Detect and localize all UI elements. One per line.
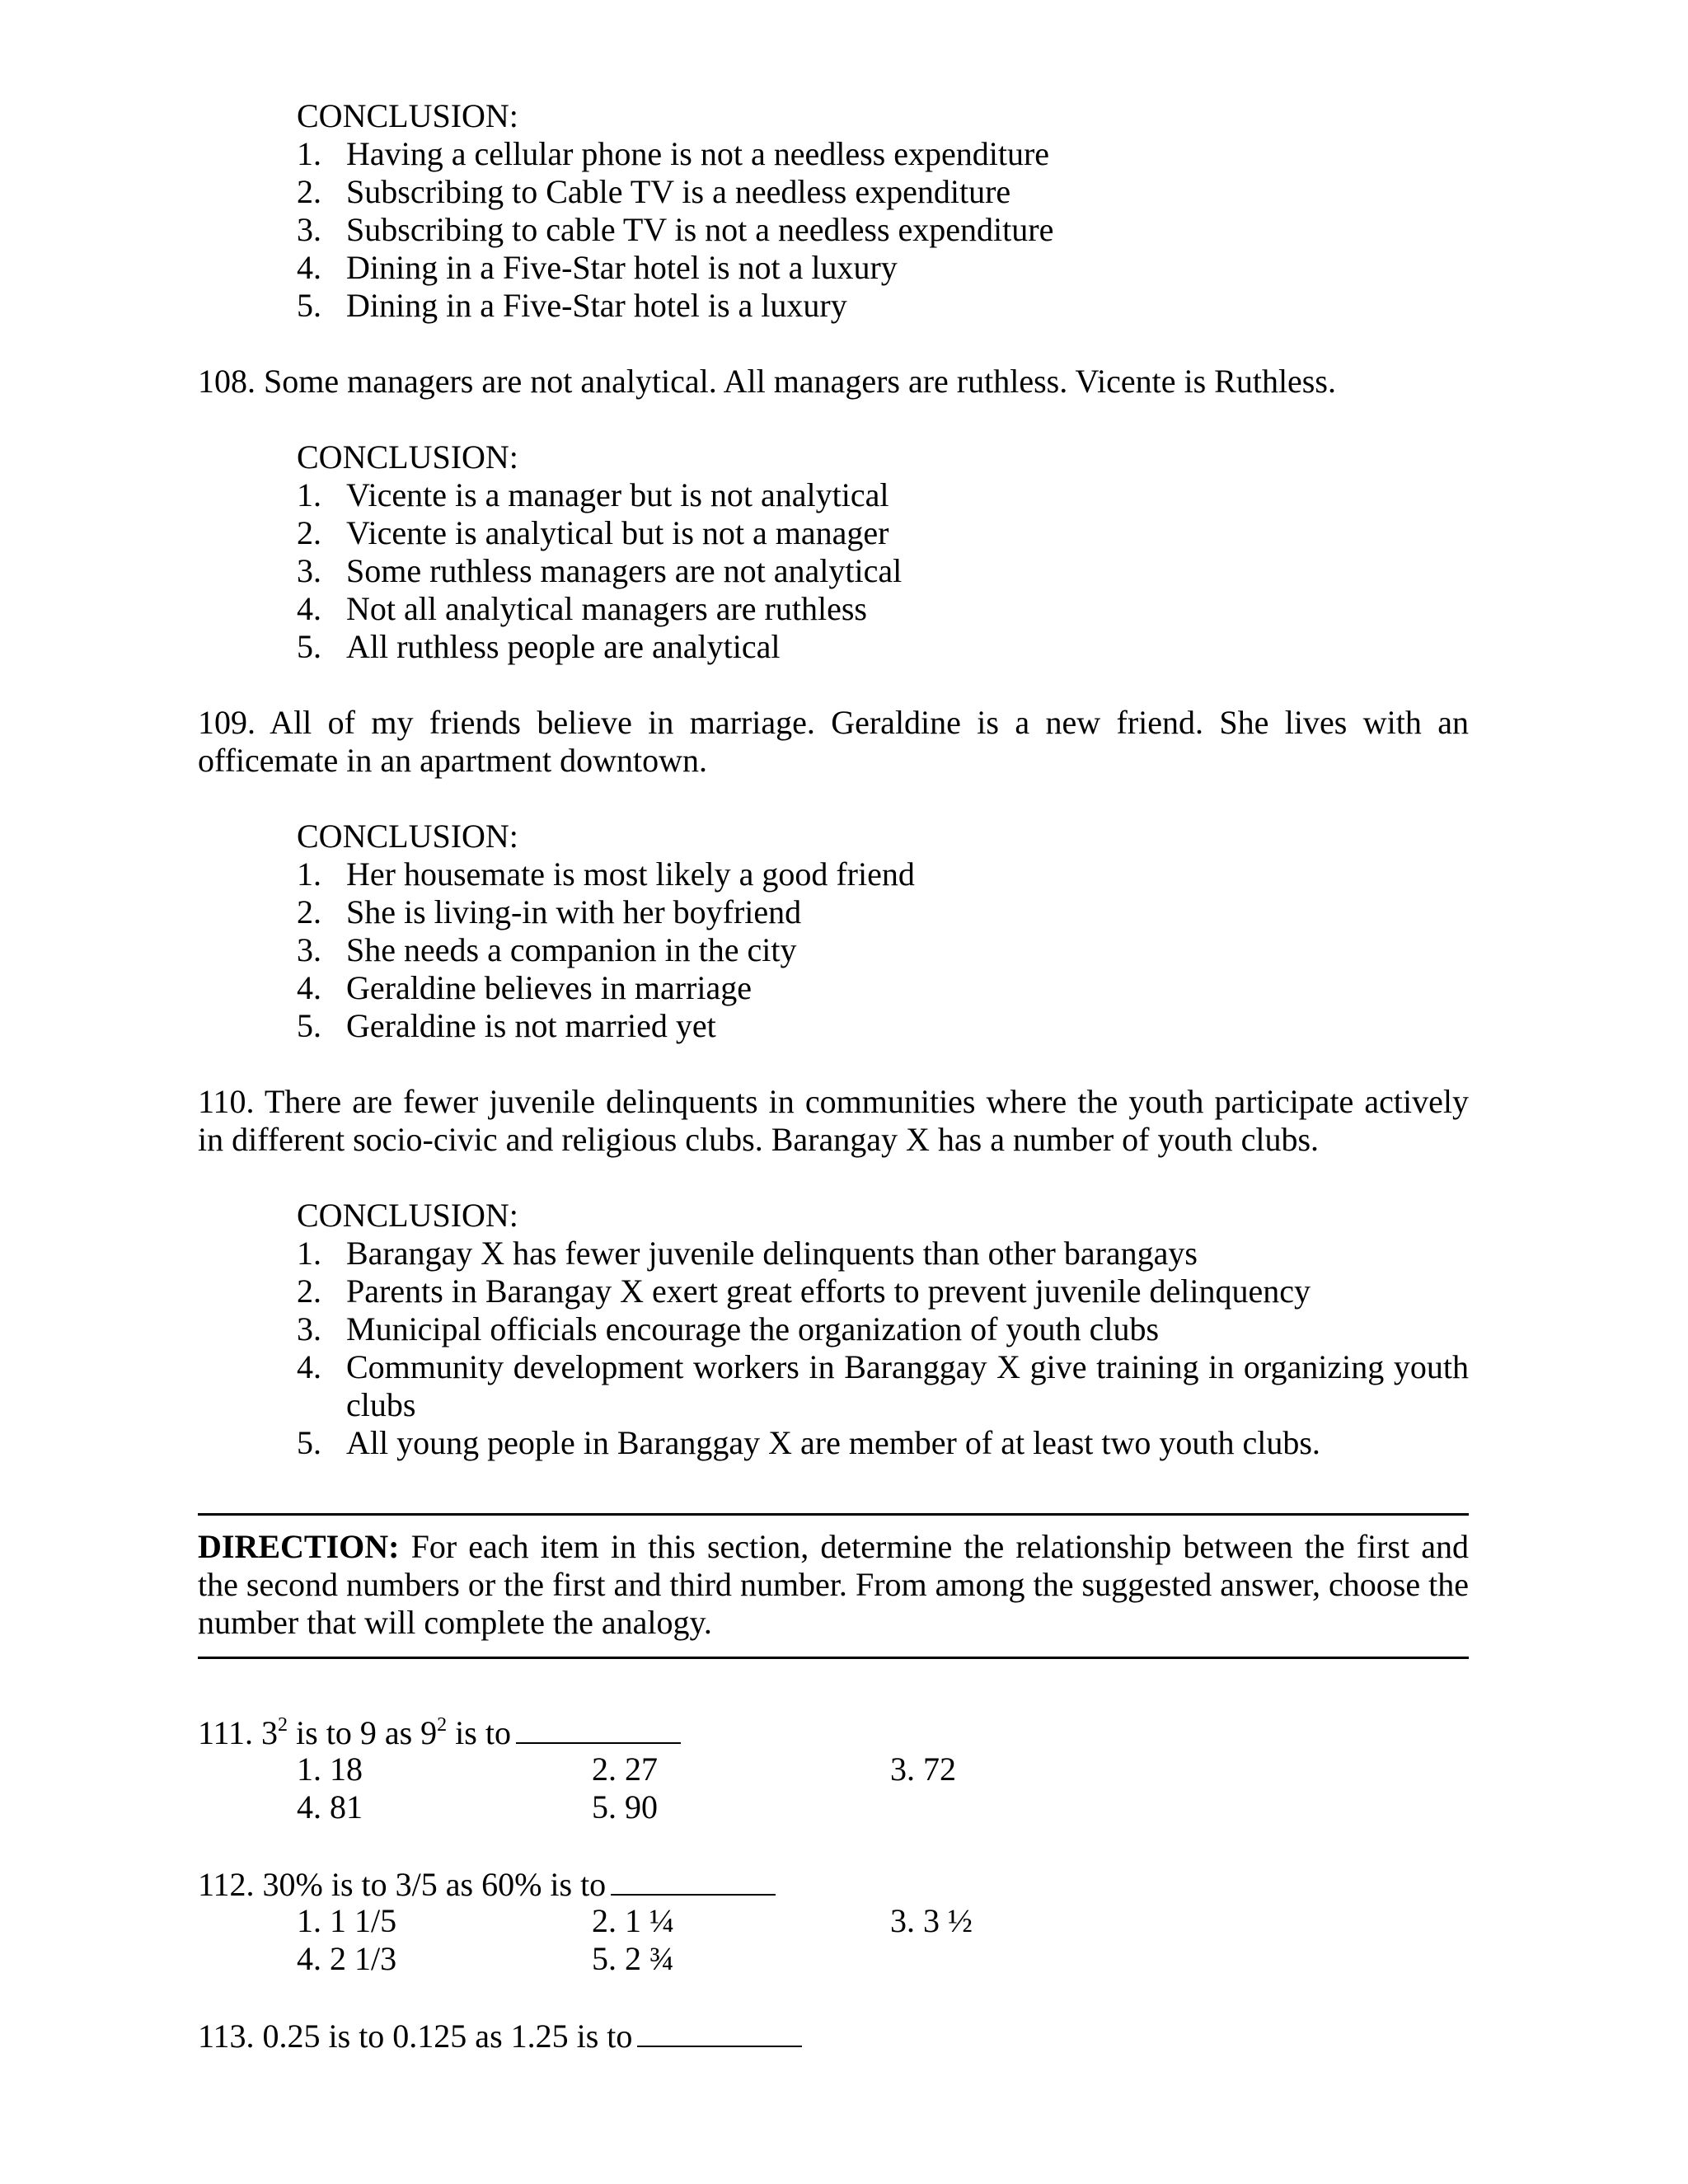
conclusion-label-108: CONCLUSION: — [297, 438, 518, 476]
q111-choice-5: 5. 90 — [592, 1788, 658, 1825]
option-number: 3. — [297, 931, 321, 968]
list-item — [297, 552, 1469, 590]
direction-label: DIRECTION: — [198, 1528, 400, 1565]
conclusion-list-108 — [297, 476, 1469, 666]
q111-middle: is to 9 as 9 — [288, 1714, 438, 1751]
option-number: 2. — [297, 893, 321, 930]
list-item — [297, 628, 1469, 666]
q111-choice-3: 3. 72 — [890, 1750, 956, 1788]
list-item — [297, 287, 1469, 325]
option-number: 3. — [297, 211, 321, 248]
conclusion-label-107: CONCLUSION: — [297, 97, 518, 134]
q111-exponent-2: 2 — [437, 1714, 448, 1736]
option-number: 4. — [297, 590, 321, 627]
option-number: 3. — [297, 552, 321, 589]
option-text: Some ruthless managers are not analytical — [346, 552, 903, 589]
q111-suffix: is to — [447, 1714, 511, 1751]
list-item — [297, 1272, 1469, 1310]
direction-block — [198, 1528, 1469, 1642]
option-text: Subscribing to cable TV is not a needless expenditure — [346, 211, 1054, 248]
list-item — [297, 1424, 1469, 1462]
q112-choice-2: 2. 1 ¼ — [592, 1902, 674, 1939]
list-item — [297, 135, 1469, 173]
option-text: All ruthless people are analytical — [346, 628, 781, 665]
list-item — [297, 1007, 1469, 1045]
q111-exponent-1: 2 — [278, 1714, 288, 1736]
top-rule — [198, 1513, 1469, 1516]
option-number: 1. — [297, 1235, 321, 1272]
list-item — [297, 931, 1469, 969]
option-text: Dining in a Five-Star hotel is not a luxury — [346, 249, 898, 286]
option-text: Geraldine believes in marriage — [346, 969, 752, 1006]
list-item — [297, 893, 1469, 931]
list-item — [297, 1235, 1469, 1272]
list-item — [297, 514, 1469, 552]
option-number: 1. — [297, 855, 321, 893]
list-item — [297, 1348, 1469, 1424]
option-text: Parents in Barangay X exert great efforts to prevent juvenile delinquency — [346, 1272, 1311, 1310]
list-item — [297, 855, 1469, 893]
option-text: Geraldine is not married yet — [346, 1007, 716, 1044]
option-number: 2. — [297, 173, 321, 210]
option-number: 5. — [297, 628, 321, 665]
conclusion-list-107 — [297, 135, 1469, 325]
answer-blank-113 — [637, 2016, 802, 2047]
option-text: She needs a companion in the city — [346, 931, 797, 968]
option-number: 5. — [297, 1424, 321, 1461]
option-text: Having a cellular phone is not a needless expenditure — [346, 135, 1050, 172]
question-110-text: 110. There are fewer juvenile delinquents in communities where the youth participate actively in different socio-civic and religious clubs. Barangay X has a number of youth clubs. — [198, 1083, 1469, 1158]
option-number: 3. — [297, 1310, 321, 1347]
option-text: All young people in Baranggay X are member of at least two youth clubs. — [346, 1424, 1320, 1461]
conclusion-label-109: CONCLUSION: — [297, 818, 518, 855]
option-text: Vicente is analytical but is not a manager — [346, 514, 889, 551]
option-text: Subscribing to Cable TV is a needless expenditure — [346, 173, 1011, 210]
option-number: 4. — [297, 969, 321, 1006]
list-item — [297, 590, 1469, 628]
option-number: 4. — [297, 1348, 321, 1385]
option-text: Community development workers in Baranggay X give training in organizing youth clubs — [346, 1348, 1469, 1423]
list-item — [297, 1310, 1469, 1348]
q111-choice-2: 2. 27 — [592, 1750, 658, 1788]
option-text: Dining in a Five-Star hotel is a luxury — [346, 287, 847, 324]
list-item — [297, 173, 1469, 211]
list-item — [297, 249, 1469, 287]
option-number: 5. — [297, 287, 321, 324]
q112-stem-text: 112. 30% is to 3/5 as 60% is to — [198, 1866, 607, 1903]
question-113-stem — [198, 2016, 802, 2055]
question-108-text: 108. Some managers are not analytical. All managers are ruthless. Vicente is Ruthless. — [198, 363, 1336, 400]
answer-blank-112 — [611, 1864, 776, 1896]
list-item — [297, 969, 1469, 1007]
option-text: Vicente is a manager but is not analytical — [346, 476, 889, 513]
answer-blank-111 — [516, 1713, 681, 1744]
list-item — [297, 476, 1469, 514]
q112-choice-4: 4. 2 1/3 — [297, 1940, 397, 1977]
q112-choice-3: 3. 3 ½ — [890, 1902, 973, 1939]
option-number: 5. — [297, 1007, 321, 1044]
question-111-stem — [198, 1713, 681, 1752]
question-109-text: 109. All of my friends believe in marriage. Geraldine is a new friend. She lives with an officemate in an apartment downtown. — [198, 704, 1469, 779]
q112-choice-1: 1. 1 1/5 — [297, 1902, 397, 1939]
option-text: She is living-in with her boyfriend — [346, 893, 802, 930]
conclusion-list-110 — [297, 1235, 1469, 1462]
option-number: 2. — [297, 1272, 321, 1310]
q111-choice-1: 1. 18 — [297, 1750, 363, 1788]
question-112-stem — [198, 1864, 776, 1904]
conclusion-list-109 — [297, 855, 1469, 1045]
list-item — [297, 211, 1469, 249]
option-number: 1. — [297, 476, 321, 513]
option-text: Not all analytical managers are ruthless — [346, 590, 867, 627]
option-text: Her housemate is most likely a good friend — [346, 855, 915, 893]
direction-text: For each item in this section, determine the relationship between the first and the second numbers or the first and third number. From among the suggested answer, choose the number that will complete the analogy. — [198, 1528, 1469, 1641]
option-text: Municipal officials encourage the organization of youth clubs — [346, 1310, 1160, 1347]
q112-choice-5: 5. 2 ¾ — [592, 1940, 674, 1977]
q111-prefix: 111. 3 — [198, 1714, 279, 1751]
option-number: 1. — [297, 135, 321, 172]
bottom-rule — [198, 1657, 1469, 1659]
option-text: Barangay X has fewer juvenile delinquents than other barangays — [346, 1235, 1198, 1272]
q113-stem-text: 113. 0.25 is to 0.125 as 1.25 is to — [198, 2018, 633, 2055]
option-number: 4. — [297, 249, 321, 286]
conclusion-label-110: CONCLUSION: — [297, 1197, 518, 1234]
option-number: 2. — [297, 514, 321, 551]
q111-choice-4: 4. 81 — [297, 1788, 363, 1825]
